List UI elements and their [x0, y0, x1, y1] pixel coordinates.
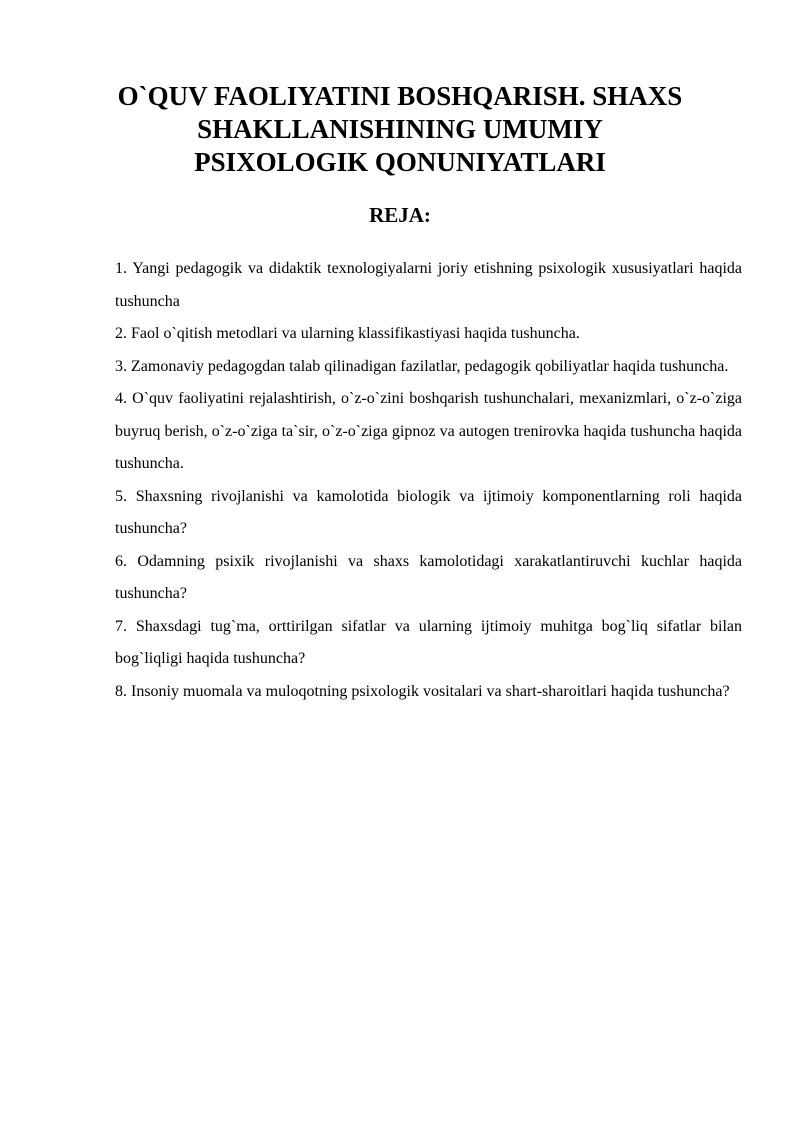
plan-item-1: 1. Yangi pedagogik va didaktik texnologiyalarni joriy etishning psixologik xususiyatlari haqida tushuncha — [115, 260, 742, 310]
plan-item-4: 4. O`quv faoliyatini rejalashtirish, o`z-o`zini boshqarish tushunchalari, mexanizmlari, o`z-o`ziga buyruq berish, o`z-o`ziga ta`sir, o`z-o`ziga gipnoz va autogen trenirovka haqida tushuncha haqida tushuncha. — [115, 390, 742, 472]
plan-item-2: 2. Faol o`qitish metodlari va ularning klassifikastiyasi haqida tushuncha. — [115, 325, 580, 342]
plan-item-6: 6. Odamning psixik rivojlanishi va shaxs kamolotidagi xarakatlantiruvchi kuchlar haqida tushuncha? — [115, 552, 742, 602]
plan-item-8: 8. Insoniy muomala va muloqotning psixologik vositalari va shart-sharoitlari haqida tushuncha? — [115, 682, 730, 700]
plan-heading: REJA: — [369, 203, 431, 227]
plan-item-3: 3. Zamonaviy pedagogdan talab qilinadigan fazilatlar, pedagogik qobiliyatlar haqida tushuncha. — [115, 357, 729, 375]
document-title — [100, 80, 700, 179]
title-line-1: O`QUV FAOLIYATINI BOSHQARISH. SHAXS — [117, 81, 683, 111]
plan-item-5: 5. Shaxsning rivojlanishi va kamolotida biologik va ijtimoiy komponentlarning roli haqida tushuncha? — [115, 487, 742, 537]
title-line-2: SHAKLLANISHINING UMUMIY — [197, 114, 603, 144]
plan-list — [115, 253, 742, 708]
plan-item-7: 7. Shaxsdagi tug`ma, orttirilgan sifatlar va ularning ijtimoiy muhitga bog`liq sifatlar bilan bog`liqligi haqida tushuncha? — [115, 617, 742, 667]
title-line-3: PSIXOLOGIK QONUNIYATLARI — [194, 147, 606, 177]
